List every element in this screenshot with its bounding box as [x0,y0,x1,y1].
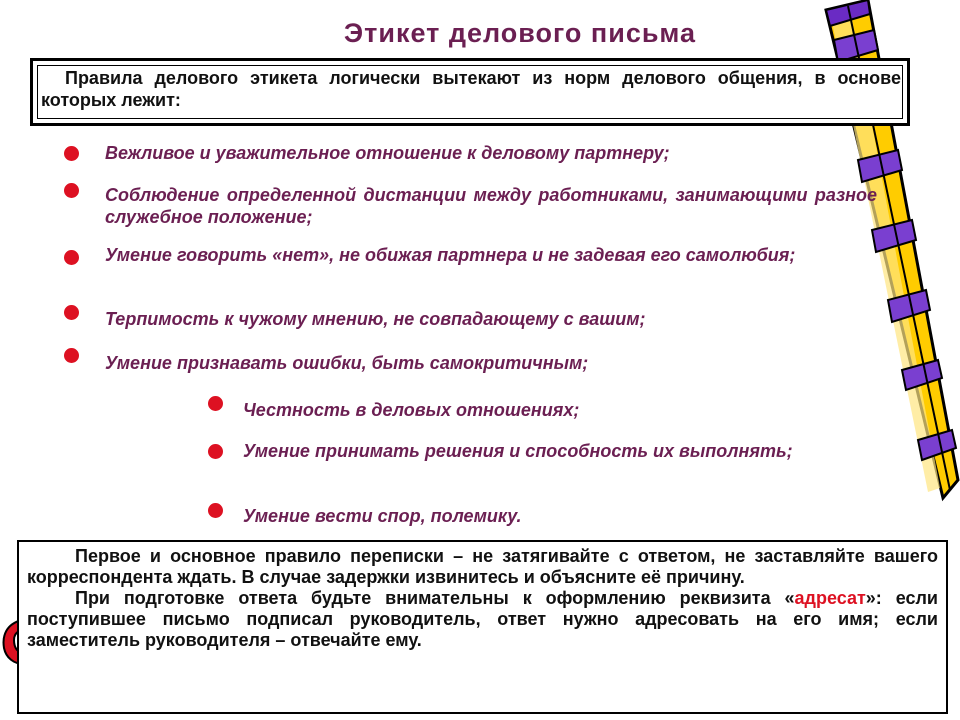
list-item: Умение говорить «нет», не обижая партнера и не задевая его самолюбия; [105,245,796,265]
bullet-marker [64,348,79,363]
bullet-marker [208,503,223,518]
slide-title: Этикет делового письма [343,18,697,48]
intro-text: Правила делового этикета логически вытекают из норм делового общения, в основе которых лежит: [41,68,901,110]
bullet-marker [64,146,79,161]
bullet-marker [64,183,79,198]
list-item: Умение признавать ошибки, быть самокритичным; [105,353,589,373]
list-item: Умение вести спор, полемику. [243,506,522,526]
bullet-marker [208,396,223,411]
bullet-marker [64,305,79,320]
list-item: Терпимость к чужому мнению, не совпадающему с вашим; [105,309,646,329]
bullet-marker [208,444,223,459]
rule-paragraph-2-start: При подготовке ответа будьте внимательны к оформлению реквизита « [75,588,795,608]
bullet-marker [64,250,79,265]
list-item: Умение принимать решения и способность их выполнять; [243,441,793,461]
list-item: Вежливое и уважительное отношение к деловому партнеру; [105,143,670,163]
rule-paragraph-1: Первое и основное правило переписки – не затягивайте с ответом, не заставляйте вашего корреспондента ждать. В случае задержки извинитесь и объясните её причину. [27,546,938,587]
list-item: Честность в деловых отношениях; [243,400,580,420]
rule-paragraph-2-end: »: если поступившее письмо подписал руководитель, ответ нужно адресовать на его имя; если заместитель руководителя – отвечайте ему. [27,588,938,650]
addressee-term: адресат [794,588,866,608]
list-item: Соблюдение определенной дистанции между работниками, занимающими разное служебное положение; [105,185,877,227]
intro-box [30,58,910,126]
rules-box [17,540,948,714]
rule-paragraph-2 [27,588,938,651]
